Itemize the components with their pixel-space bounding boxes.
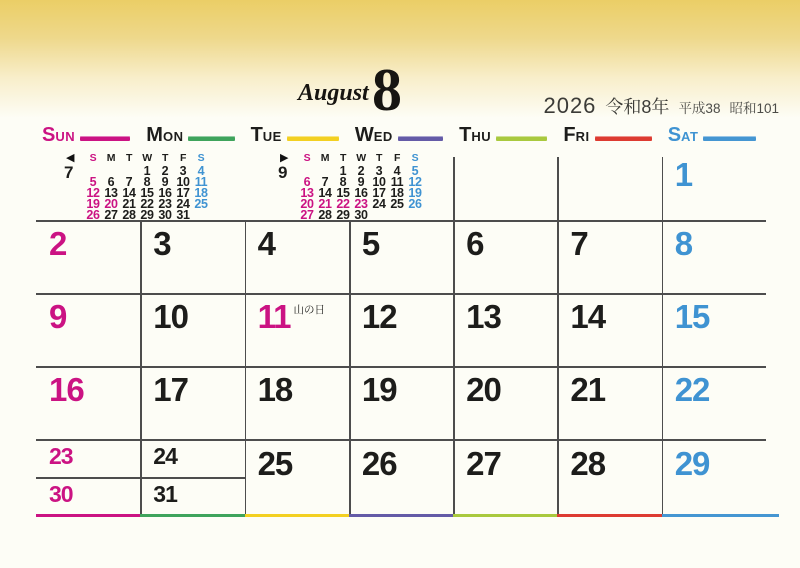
mini-date: 17 [176,186,190,200]
mini-date: 6 [303,175,311,189]
weekday-underline-bar [496,136,547,141]
mini-date: 29 [140,208,154,222]
mini-date: 8 [339,175,347,189]
date-number: 6 [466,225,484,262]
month-number: 8 [372,57,402,123]
weekday-label-sat [662,125,699,145]
mini-date: 4 [393,164,401,178]
mini-date: 27 [300,208,314,222]
weekday-label-tue [245,125,282,145]
weekday-label-big: F [563,124,576,146]
mini-date: 5 [89,175,97,189]
bottom-color-bar-tue [245,514,349,517]
grid-line-vertical [453,157,455,220]
date-cell [675,447,710,480]
grid-line-vertical [662,220,664,514]
weekday-label-sun [36,125,75,145]
mini-weekday-letter: S [197,152,205,164]
weekday-header-wed [349,125,453,145]
date-number: 16 [49,371,84,408]
mini-weekday-letter: M [320,152,330,164]
date-cell [362,373,397,406]
month-name: August [298,80,369,106]
mini-date: 18 [390,186,404,200]
mini-date: 12 [86,186,100,200]
date-cell [258,227,275,260]
weekday-label-small: RI [575,129,590,144]
date-cell [362,227,379,260]
date-number: 4 [257,225,275,262]
weekday-label-big: S [42,124,56,146]
mini-date: 22 [140,197,154,211]
grid-line-vertical [140,220,142,514]
mini-date: 25 [194,197,208,211]
grid-line-horizontal [36,366,766,368]
date-cell [675,300,710,333]
mini-date: 27 [104,208,118,222]
mini-weekday-letter: F [179,152,187,164]
holiday-name-label: 山の日 [293,304,325,316]
mini-date: 7 [321,175,329,189]
date-number: 21 [570,371,606,408]
date-number: 28 [570,445,606,482]
mini-date: 18 [194,186,208,200]
date-number: 18 [257,371,293,408]
mini-date: 28 [318,208,332,222]
date-cell [49,373,84,406]
grid-line-vertical [349,220,351,514]
mini-date: 15 [336,186,350,200]
date-cell [49,300,66,333]
mini-date: 26 [86,208,100,222]
weekday-header-tue [245,125,349,145]
weekday-underline-bar [287,136,339,141]
date-number: 22 [674,371,710,408]
weekday-label-wed [349,125,393,145]
date-number: 19 [361,371,397,408]
date-cell [153,227,170,260]
weekday-label-small: HU [471,129,492,144]
mini-date: 2 [357,164,365,178]
date-number: 24 [153,443,177,469]
date-cell [570,300,605,333]
date-cell [466,300,501,333]
date-number: 2 [49,225,67,262]
year-showa: 昭和101 [729,101,779,116]
mini-date: 13 [300,186,314,200]
grid-line-vertical [662,157,664,220]
mini-weekday-letter: T [375,152,383,164]
mini-weekday-letter: F [393,152,401,164]
mini-date: 12 [408,175,422,189]
mini-date: 16 [158,186,172,200]
year-reiwa: 令和8年 [605,97,670,117]
weekday-header-sun [36,125,140,145]
mini-date: 31 [176,208,190,222]
date-cell [570,447,605,480]
mini-date: 7 [125,175,133,189]
weekday-header-thu [453,125,557,145]
mini-date: 23 [354,197,368,211]
mini-date: 21 [122,197,136,211]
mini-date: 30 [158,208,172,222]
date-cell [153,483,177,506]
date-number: 30 [49,481,73,507]
date-number: 9 [49,298,67,335]
weekday-header-fri [557,125,661,145]
mini-date: 3 [179,164,187,178]
weekday-label-thu [453,125,491,145]
year-heisei: 平成38 [678,101,721,116]
date-cell [570,373,605,406]
mini-weekday-letter: T [125,152,133,164]
date-cell [675,373,710,406]
mini-month-number: 7 [64,163,74,182]
weekday-label-small: UN [55,129,76,144]
weekday-label-small: UE [262,129,282,144]
mini-date: 6 [107,175,115,189]
mini-date: 20 [300,197,314,211]
weekday-underline-bar [80,136,130,141]
weekday-header-sat [662,125,766,145]
grid-line-vertical [245,220,247,514]
next-month-arrow-icon: ▶ [280,152,289,164]
weekday-label-fri [557,125,589,145]
year-western: 2026 [543,93,597,118]
weekday-label-big: S [667,124,682,146]
grid-line-vertical [557,157,559,220]
date-number: 29 [674,445,710,482]
mini-weekday-letter: T [339,152,347,164]
mini-month-number: 9 [278,163,288,182]
date-number: 1 [674,156,693,193]
mini-date: 14 [318,186,332,200]
mini-weekday-letter: M [106,152,116,164]
date-cell [49,227,66,260]
date-number: 8 [674,225,693,262]
mini-date: 3 [375,164,383,178]
bottom-color-bar-thu [453,514,557,517]
mini-date: 5 [411,164,419,178]
mini-date: 11 [194,175,208,189]
date-number: 17 [153,371,188,408]
grid-line-horizontal [36,293,766,295]
date-number: 5 [361,225,380,262]
mini-date: 10 [176,175,190,189]
mini-date: 26 [408,197,422,211]
date-cell [49,445,73,468]
date-number: 14 [570,298,606,335]
date-number: 13 [466,298,501,335]
date-cell [258,300,325,333]
mini-date: 19 [408,186,422,200]
mini-date: 29 [336,208,350,222]
mini-date: 1 [339,164,347,178]
date-cell [362,447,397,480]
mini-date: 25 [390,197,404,211]
bottom-color-bar-sat [662,514,779,517]
mini-date: 4 [197,164,205,178]
date-cell [258,447,293,480]
date-cell [153,373,188,406]
mini-date: 10 [372,175,386,189]
date-number: 15 [674,298,710,335]
mini-date: 13 [104,186,118,200]
weekday-underline-bar [188,136,234,141]
mini-calendar-month-7 [58,150,228,222]
date-number: 3 [153,225,171,262]
mini-weekday-letter: S [89,152,97,164]
mini-weekday-letter: S [303,152,311,164]
date-number: 23 [49,443,73,469]
weekday-label-small: AT [681,129,699,144]
mini-date: 19 [86,197,100,211]
weekday-header-mon [140,125,244,145]
mini-date: 8 [143,175,151,189]
date-cell [258,373,293,406]
date-number: 20 [466,371,501,408]
mini-date: 20 [104,197,118,211]
grid-line-vertical [453,220,455,514]
bottom-color-bar-mon [140,514,244,517]
date-number: 27 [466,445,501,482]
date-number: 11 [257,298,291,335]
weekday-label-big: M [146,124,163,146]
mini-date: 21 [318,197,332,211]
mini-date: 14 [122,186,136,200]
weekday-label-small: ED [373,129,393,144]
mini-date: 9 [357,175,365,189]
weekday-underline-bar [703,136,756,141]
mini-calendar-month-9 [272,150,442,222]
bottom-color-bar-fri [557,514,661,517]
date-number: 10 [153,298,188,335]
mini-date: 22 [336,197,350,211]
mini-date: 17 [372,186,386,200]
mini-date: 2 [161,164,169,178]
date-number: 26 [361,445,397,482]
weekday-label-big: T [250,124,263,146]
date-cell [153,445,177,468]
mini-date: 23 [158,197,172,211]
date-cell [466,447,501,480]
mini-date: 1 [143,164,151,178]
weekday-underline-bar [595,136,652,141]
prev-month-arrow-icon: ◀ [66,152,75,164]
grid-line-vertical [557,220,559,514]
weekday-label-big: T [459,124,472,146]
bottom-color-bar-sun [36,514,140,517]
mini-date: 15 [140,186,154,200]
mini-weekday-letter: W [356,152,366,164]
date-cell [675,227,692,260]
year-line [543,93,779,119]
mini-weekday-letter: S [411,152,419,164]
mini-date: 11 [390,175,404,189]
date-cell [466,373,501,406]
weekday-label-small: ON [162,129,184,144]
date-number: 7 [570,225,588,262]
weekday-label-mon [140,125,183,145]
mini-date: 16 [354,186,368,200]
grid-line-horizontal [36,439,766,441]
weekday-label-big: W [354,124,374,146]
date-cell [675,158,692,191]
date-cell [570,227,587,260]
date-number: 12 [361,298,397,335]
mini-date: 30 [354,208,368,222]
date-number: 25 [257,445,293,482]
date-cell [49,483,73,506]
mini-date: 24 [372,197,386,211]
date-cell [153,300,188,333]
mini-date: 28 [122,208,136,222]
bottom-color-bar-wed [349,514,453,517]
mini-weekday-letter: T [161,152,169,164]
date-cell [362,300,397,333]
weekday-underline-bar [398,136,443,141]
mini-weekday-letter: W [142,152,152,164]
date-number: 31 [153,481,177,507]
mini-date: 24 [176,197,190,211]
date-cell [466,227,483,260]
mini-date: 9 [161,175,169,189]
